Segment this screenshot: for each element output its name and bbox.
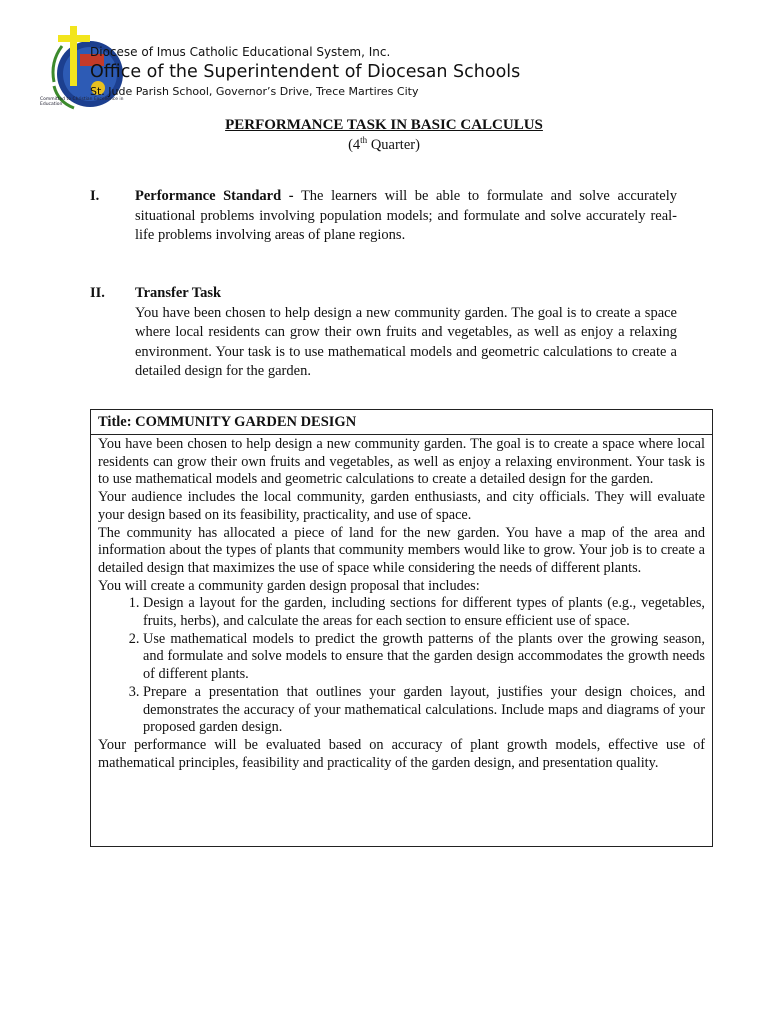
document-title: PERFORMANCE TASK IN BASIC CALCULUS: [225, 117, 543, 133]
section-number: I.: [90, 188, 100, 204]
section-transfer-task: [90, 284, 677, 382]
logo-tagline: Committed to Christian Excellence in Education: [40, 97, 124, 107]
task-list-item: 1. Design a layout for the garden, including sections for different types of plants (e.g., vegetables, fruits, herbs), and calculate the areas for each section to ensure efficient use of space.: [143, 595, 705, 630]
section-performance-standard: [90, 187, 677, 246]
school-address: St. Jude Parish School, Governor’s Drive, Trece Martires City: [90, 85, 419, 98]
organization-name: Diocese of Imus Catholic Educational System, Inc.: [90, 45, 391, 59]
section-body: [135, 284, 677, 382]
section-heading: Performance Standard -: [135, 188, 294, 204]
task-box-title: Title: COMMUNITY GARDEN DESIGN: [91, 410, 712, 435]
quarter-label: (4th Quarter): [348, 135, 420, 153]
section-number: II.: [90, 285, 105, 301]
task-paragraph: The community has allocated a piece of land for the new garden. You have a map of the area and information about the types of plants that community members would like to grow. Your job is to create a detailed design that maximizes the use of space while considering the needs of different plants.: [98, 524, 705, 576]
task-box: [90, 409, 713, 847]
task-paragraph: You have been chosen to help design a new community garden. The goal is to create a space where local residents can grow their own fruits and vegetables, as well as enjoy a relaxing environment. Your task is to use mathematical models and geometric calculations to create a detailed design for the garden.: [98, 436, 705, 488]
task-list-item: 2. Use mathematical models to predict the growth patterns of the plants over the growing season, and formulate and solve models to ensure that the garden design accommodates the growth needs of different plants.: [143, 631, 705, 684]
section-heading: Transfer Task: [135, 285, 222, 301]
section-text: The learners will be able to formulate and solve accurately situational problems involving population models; and formulate and solve accurately real-life problems involving areas of plane regions.: [135, 188, 678, 243]
task-list-item: 3. Prepare a presentation that outlines your garden layout, justifies your design choices, and demonstrates the accuracy of your mathematical calculations. Include maps and diagrams of your proposed garden design.: [143, 684, 705, 737]
task-paragraph: You will create a community garden design proposal that includes:: [98, 577, 480, 594]
section-body: [135, 187, 677, 246]
task-box-body: [91, 435, 712, 772]
office-name: Office of the Superintendent of Diocesan Schools: [90, 62, 521, 82]
task-list: [98, 595, 705, 737]
task-paragraph: Your performance will be evaluated based on accuracy of plant growth models, effective use of mathematical principles, feasibility and practicality of the garden design, and presentation quality.: [98, 736, 705, 771]
task-paragraph: Your audience includes the local community, garden enthusiasts, and city officials. They will evaluate your design based on its feasibility, practicality, and use of space.: [98, 489, 705, 523]
section-text: You have been chosen to help design a new community garden. The goal is to create a space where local residents can grow their own fruits and vegetables, as well as enjoy a relaxing environment. Your task is to use mathematical models and geometric calculations to create a detailed design for the garden.: [135, 304, 677, 379]
